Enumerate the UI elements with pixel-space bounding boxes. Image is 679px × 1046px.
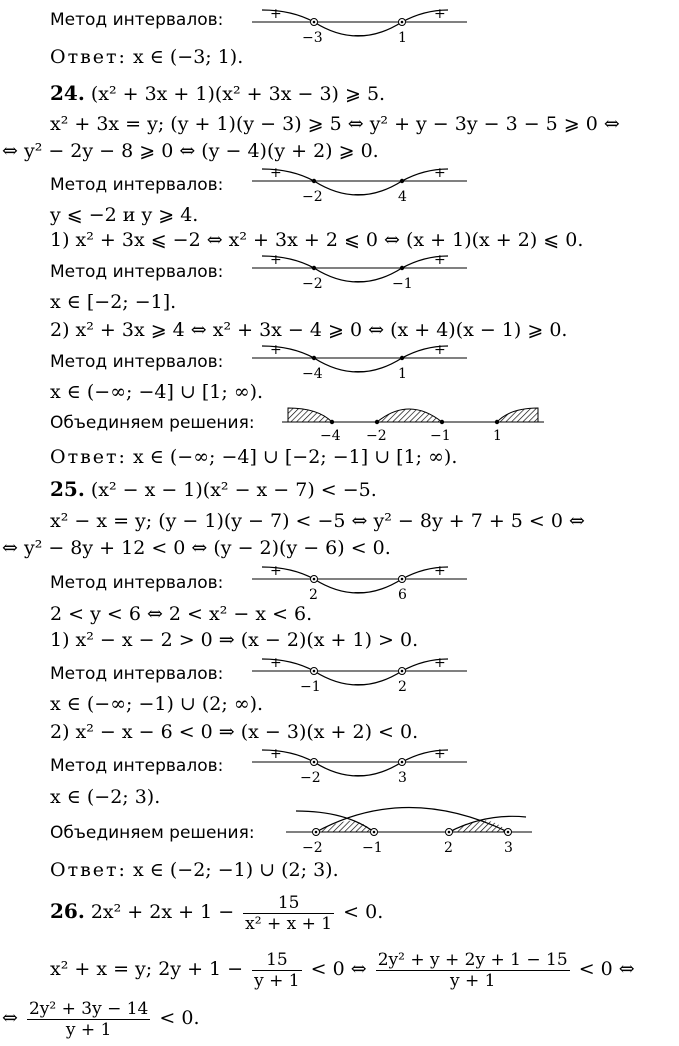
interval-diagram [252,4,467,44]
sign-plus: + [270,342,282,358]
expr-part: x² + x = y; 2y + 1 − [50,958,244,980]
answer-line [50,46,243,68]
sign-plus: + [270,746,282,762]
solution-line [2,996,200,1040]
interval-diagram [252,163,467,205]
answer-text: x ∈ (−∞; −4] ∪ [−2; −1] ∪ [1; ∞). [133,446,458,468]
fraction-denominator: x² + x + 1 [245,913,333,934]
solution-line: 2) x² + 3x ⩾ 4 ⇔ x² + 3x − 4 ⩾ 0 ⇔ (x + 4)(x − 1) ⩾ 0. [50,319,568,341]
solution-line: y ⩽ −2 и y ⩾ 4. [50,204,199,226]
point-label: −3 [302,30,323,46]
problem-number: 26. [50,899,85,923]
method-label: Метод интервалов: [50,175,224,195]
union-label: Объединяем решения: [50,413,255,433]
sign-plus: + [270,165,282,181]
point-label: −1 [430,428,451,444]
sign-minus: − [353,28,365,44]
sign-plus: + [270,563,282,579]
answer-line [50,446,457,468]
answer-text: x ∈ (−2; −1) ∪ (2; 3). [133,859,339,881]
fraction [27,999,150,1040]
point-label: 2 [398,679,407,695]
method-label: Метод интервалов: [50,10,224,30]
sign-plus: + [434,746,446,762]
solution-line: 1) x² − x − 2 > 0 ⇒ (x − 2)(x + 1) > 0. [50,629,419,651]
sign-plus: + [270,252,282,268]
interval-diagram [252,561,467,603]
solution-line: 2) x² − x − 6 < 0 ⇒ (x − 3)(x + 2) < 0. [50,721,419,743]
point-label: −1 [362,840,383,856]
point-label: 2 [309,587,318,603]
problem-text: (x² − x − 1)(x² − x − 7) < −5. [90,479,377,501]
problem-number: 24. [50,81,85,105]
interval-diagram [252,340,467,382]
point-label: −2 [302,189,323,205]
point-label: −4 [320,428,341,444]
union-diagram [286,805,536,857]
point-label: −1 [300,679,321,695]
interval-diagram [252,653,467,695]
sign-plus: + [270,655,282,671]
answer-label: Ответ: [50,446,127,468]
fraction-numerator: 2y² + y + 2y + 1 − 15 [377,949,568,970]
point-label: −1 [392,276,413,292]
sign-plus: + [434,165,446,181]
sign-plus: + [434,655,446,671]
point-label: −2 [300,770,321,786]
problem-24-statement [50,82,385,105]
fraction [252,950,301,991]
expr-part: < 0. [159,1007,200,1029]
method-label: Метод интервалов: [50,664,224,684]
point-label: 3 [504,840,513,856]
solution-line: 1) x² + 3x ⩽ −2 ⇔ x² + 3x + 2 ⩽ 0 ⇔ (x + 1)(x + 2) ⩽ 0. [50,229,584,251]
answer-label: Ответ: [50,46,127,68]
solution-line: ⇔ y² − 8y + 12 < 0 ⇔ (y − 2)(y − 6) < 0. [2,537,391,559]
method-label: Метод интервалов: [50,352,224,372]
point-label: 3 [398,770,407,786]
point-label: 4 [398,189,407,205]
sign-plus: + [434,6,446,22]
sign-minus: − [353,768,365,784]
solution-line: x ∈ (−∞; −4] ∪ [1; ∞). [50,381,264,403]
point-label: 1 [398,366,407,382]
fraction-denominator: y + 1 [376,970,570,991]
sign-minus: − [353,585,365,601]
fraction-numerator: 2y² + 3y − 14 [28,998,149,1019]
point-label: 1 [493,428,502,444]
method-label: Метод интервалов: [50,573,224,593]
point-label: −2 [302,840,323,856]
problem-text: 2x² + 2x + 1 − [90,901,235,923]
solution-line: x² − x = y; (y − 1)(y − 7) < −5 ⇔ y² − 8y + 7 + 5 < 0 ⇔ [50,510,585,532]
solution-line [50,947,635,991]
sign-plus: + [270,6,282,22]
problem-text: (x² + 3x + 1)(x² + 3x − 3) ⩾ 5. [90,83,386,105]
solution-line: 2 < y < 6 ⇔ 2 < x² − x < 6. [50,603,313,625]
problem-26-statement [50,889,383,934]
union-diagram [282,402,552,444]
interval-diagram [252,744,467,786]
solution-line: ⇔ y² − 2y − 8 ⩾ 0 ⇔ (y − 4)(y + 2) ⩾ 0. [2,140,379,162]
problem-25-statement [50,478,377,501]
expr-part: < 0 ⇔ [310,958,367,980]
sign-plus: + [434,252,446,268]
method-label: Метод интервалов: [50,756,224,776]
method-label: Метод интервалов: [50,262,224,282]
fraction [376,950,570,991]
sign-minus: − [353,187,365,203]
point-label: 2 [444,840,453,856]
answer-label: Ответ: [50,859,127,881]
fraction-numerator: 15 [277,892,300,913]
problem-text: < 0. [343,901,384,923]
expr-part: ⇔ [2,1007,18,1029]
point-label: 1 [398,30,407,46]
sign-minus: − [353,677,365,693]
point-label: 6 [398,587,407,603]
sign-minus: − [353,364,365,380]
sign-plus: + [434,342,446,358]
fraction [243,893,334,934]
point-label: −4 [302,366,323,382]
sign-plus: + [434,563,446,579]
solution-line: x² + 3x = y; (y + 1)(y − 3) ⩾ 5 ⇔ y² + y − 3y − 3 − 5 ⩾ 0 ⇔ [50,113,620,135]
answer-text: x ∈ (−3; 1). [133,46,244,68]
solution-line: x ∈ (−∞; −1) ∪ (2; ∞). [50,693,264,715]
fraction-numerator: 15 [266,949,288,970]
expr-part: < 0 ⇔ [578,958,635,980]
interval-diagram [252,250,467,292]
point-label: −2 [302,276,323,292]
fraction-denominator: y + 1 [254,970,300,991]
union-label: Объединяем решения: [50,823,255,843]
sign-minus: − [353,274,365,290]
point-label: −2 [366,428,387,444]
solution-line: x ∈ (−2; 3). [50,786,161,808]
fraction-denominator: y + 1 [27,1019,150,1040]
answer-line [50,859,339,881]
problem-number: 25. [50,477,85,501]
solution-line: x ∈ [−2; −1]. [50,291,177,313]
